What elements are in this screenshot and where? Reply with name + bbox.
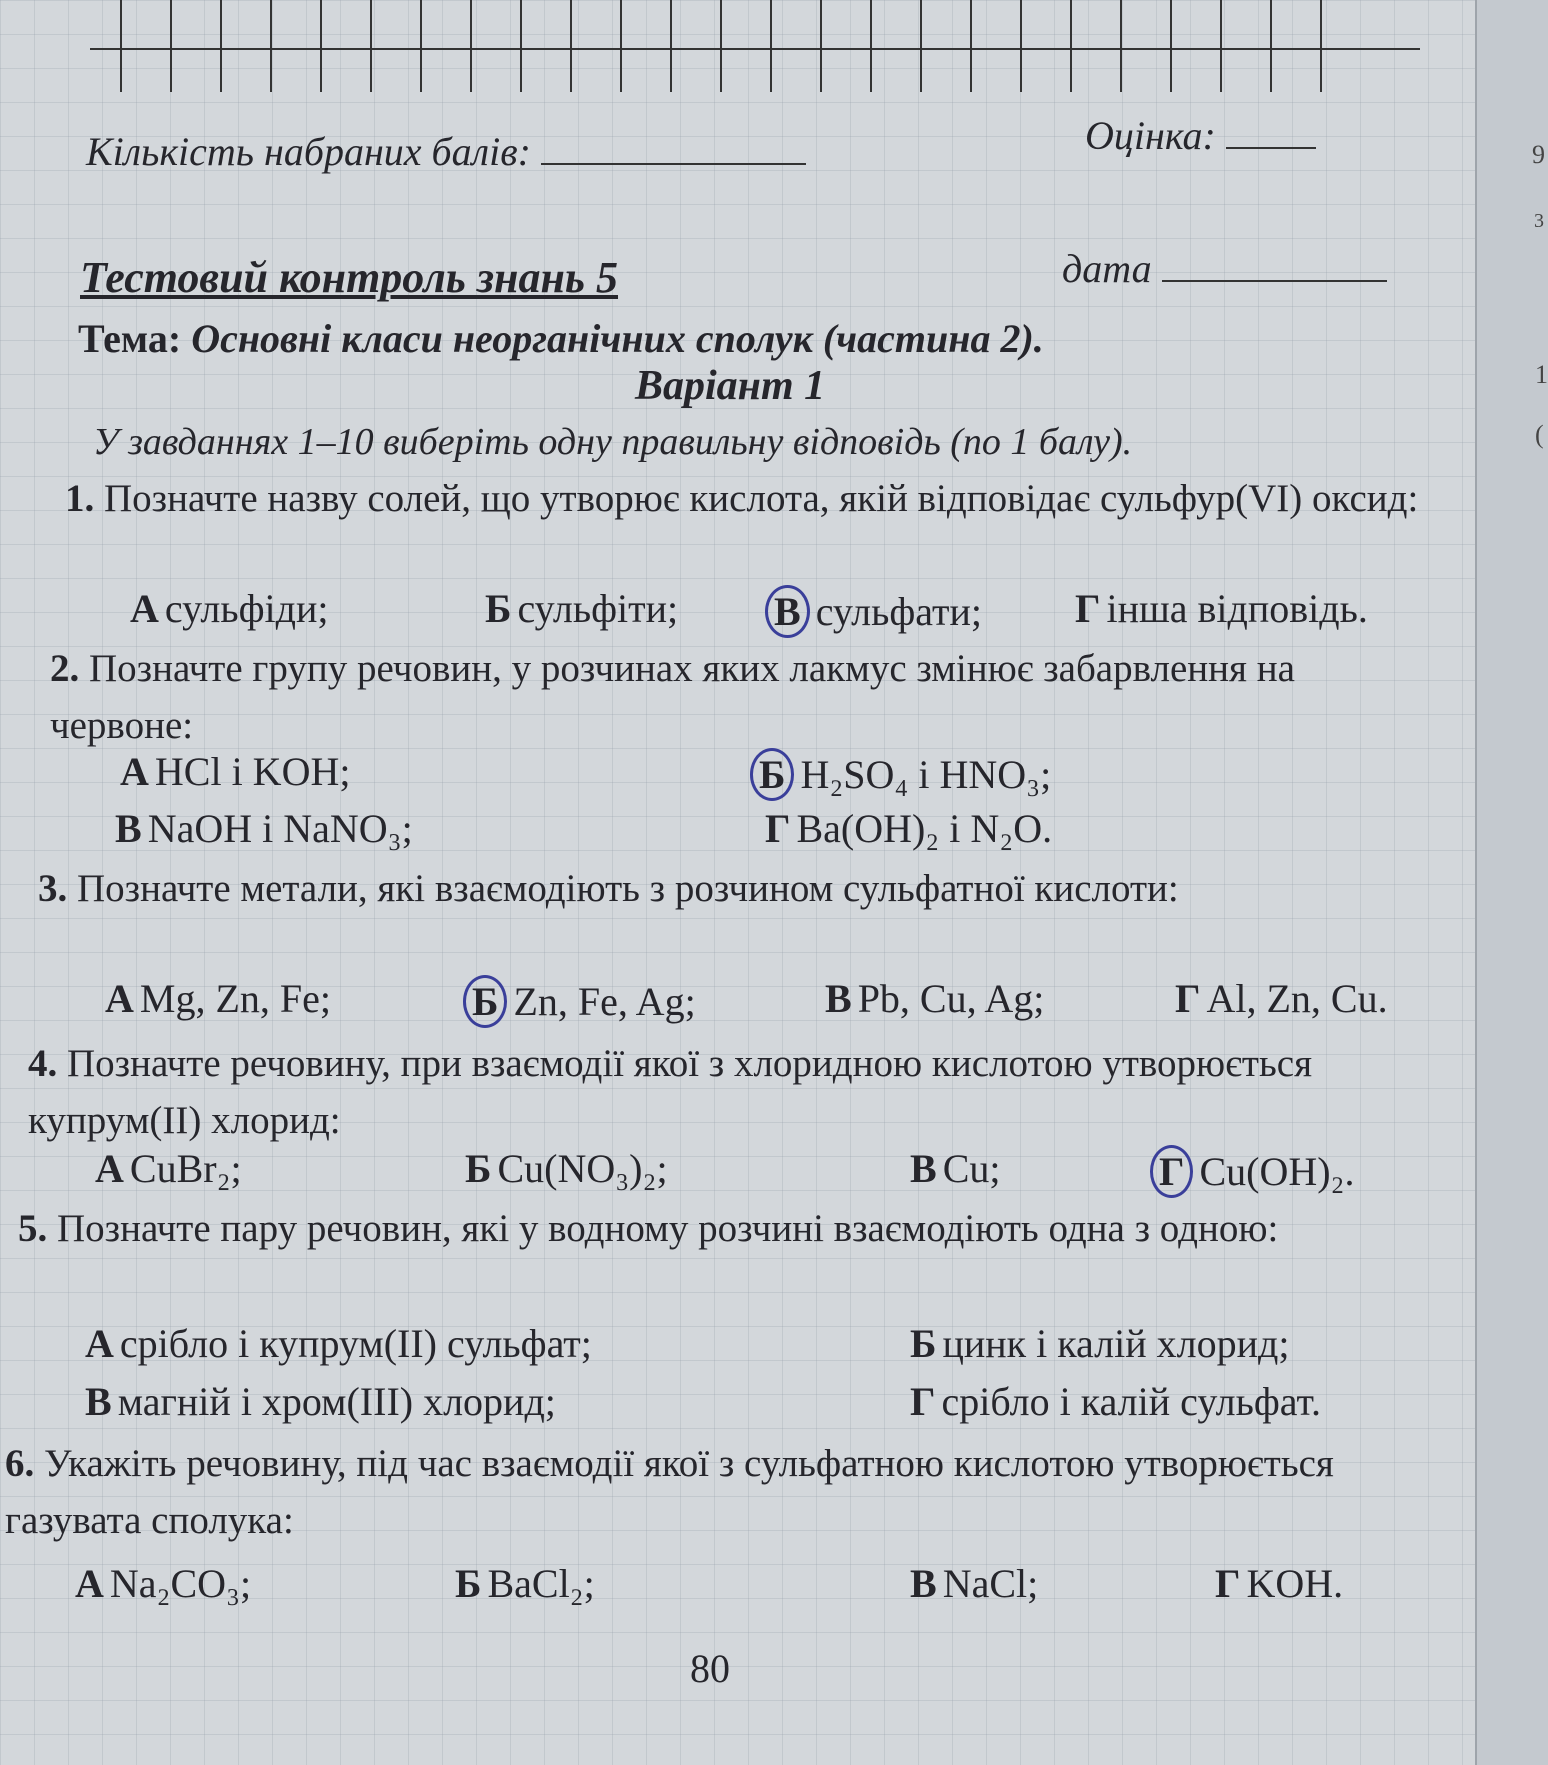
- selection-circle: Б: [463, 975, 507, 1028]
- edge-glyph: 1: [1535, 360, 1548, 389]
- option-text: срібло і купрум(II) сульфат;: [119, 1321, 592, 1366]
- grid-tick: [420, 0, 422, 92]
- option-letter: В: [825, 976, 852, 1021]
- option-text: H₂SO₄ і HNO₃;: [800, 752, 1052, 797]
- next-page-edge: [1475, 0, 1548, 1765]
- grid-tick: [970, 0, 972, 92]
- option-letter: В: [85, 1379, 112, 1424]
- page-number: 80: [690, 1646, 730, 1691]
- option-b[interactable]: [465, 1145, 668, 1192]
- option-c[interactable]: [910, 1145, 1000, 1192]
- option-letter: В: [910, 1146, 937, 1191]
- option-text: інша відповідь.: [1106, 586, 1368, 631]
- question-4: [28, 1035, 1428, 1149]
- option-d[interactable]: [1175, 975, 1388, 1022]
- option-b[interactable]: [455, 1560, 595, 1607]
- grid-tick: [170, 0, 172, 92]
- option-d-selected[interactable]: [1150, 1145, 1355, 1198]
- option-letter: В: [910, 1561, 937, 1606]
- option-b-selected[interactable]: [463, 975, 696, 1028]
- option-letter: А: [75, 1561, 104, 1606]
- option-text: BaCl₂;: [487, 1561, 595, 1606]
- option-b-selected[interactable]: [750, 748, 1051, 801]
- topic-prefix: Тема:: [78, 316, 182, 361]
- option-c[interactable]: [910, 1560, 1038, 1607]
- option-text: Cu;: [942, 1146, 1001, 1191]
- option-text: Zn, Fe, Ag;: [513, 979, 696, 1024]
- option-letter: Г: [1175, 976, 1201, 1021]
- question-text: Позначте пару речовин, які у водному розчині взаємодіють одна з одною:: [57, 1207, 1279, 1250]
- question-6: [5, 1435, 1430, 1549]
- option-b[interactable]: [485, 585, 678, 632]
- option-letter: В: [115, 806, 142, 851]
- option-letter: Г: [1075, 586, 1101, 631]
- points-field: [86, 128, 806, 175]
- option-letter: Б: [910, 1321, 937, 1366]
- grid-tick: [520, 0, 522, 92]
- grid-tick: [220, 0, 222, 92]
- grid-tick: [770, 0, 772, 92]
- option-text: Ba(OH)₂ і N₂O.: [796, 806, 1053, 851]
- option-a[interactable]: [95, 1145, 242, 1192]
- option-a[interactable]: [120, 748, 350, 795]
- option-text: Na₂CO₃;: [109, 1561, 252, 1606]
- option-text: сульфіти;: [517, 586, 679, 631]
- table-grid-fragment: [90, 0, 1420, 100]
- option-text: цинк і калій хлорид;: [942, 1321, 1290, 1366]
- option-c[interactable]: [825, 975, 1044, 1022]
- option-letter: Г: [765, 806, 791, 851]
- option-d[interactable]: [765, 805, 1052, 852]
- question-number: 2.: [50, 647, 80, 690]
- option-text: NaOH і NaNO₃;: [147, 806, 413, 851]
- grid-tick: [120, 0, 122, 92]
- grid-tick: [1170, 0, 1172, 92]
- grid-tick: [670, 0, 672, 92]
- grid-tick: [320, 0, 322, 92]
- option-text: KOH.: [1246, 1561, 1344, 1606]
- option-c-selected[interactable]: [765, 585, 982, 638]
- points-blank[interactable]: [541, 163, 806, 165]
- grade-label: Оцінка:: [1085, 113, 1216, 158]
- question-text: Позначте групу речовин, у розчинах яких лакмус змінює забарвлення на червоне:: [50, 647, 1295, 747]
- selection-circle: В: [765, 585, 810, 638]
- option-c[interactable]: [115, 805, 413, 852]
- selection-circle: Г: [1150, 1145, 1193, 1198]
- option-text: Al, Zn, Cu.: [1206, 976, 1388, 1021]
- date-field: [1062, 245, 1387, 292]
- option-b[interactable]: [910, 1320, 1289, 1367]
- question-number: 6.: [5, 1442, 35, 1485]
- option-letter: Г: [910, 1379, 936, 1424]
- edge-glyph: 3: [1534, 210, 1544, 232]
- grade-field: [1085, 112, 1316, 159]
- option-text: Cu(NO₃)₂;: [497, 1146, 668, 1191]
- option-a[interactable]: [75, 1560, 251, 1607]
- grid-tick: [570, 0, 572, 92]
- points-label: Кількість набраних балів:: [86, 129, 531, 174]
- grid-tick: [1020, 0, 1022, 92]
- option-letter: А: [105, 976, 134, 1021]
- edge-glyph: 9: [1532, 140, 1545, 169]
- grid-tick: [1270, 0, 1272, 92]
- selection-circle: Б: [750, 748, 794, 801]
- option-letter: Б: [485, 586, 512, 631]
- question-5: [18, 1200, 1428, 1257]
- option-a[interactable]: [130, 585, 328, 632]
- grid-tick: [270, 0, 272, 92]
- date-blank[interactable]: [1162, 280, 1387, 282]
- option-letter: А: [95, 1146, 124, 1191]
- question-number: 3.: [38, 867, 68, 910]
- grid-tick: [370, 0, 372, 92]
- option-d[interactable]: [910, 1378, 1321, 1425]
- question-text: Укажіть речовину, під час взаємодії якої з сульфатною кислотою утворюється газувата сполука:: [5, 1442, 1334, 1542]
- grid-tick: [620, 0, 622, 92]
- grid-tick: [470, 0, 472, 92]
- option-text: сульфати;: [815, 589, 982, 634]
- option-text: срібло і калій сульфат.: [941, 1379, 1321, 1424]
- option-text: магній і хром(III) хлорид;: [117, 1379, 556, 1424]
- option-c[interactable]: [85, 1378, 556, 1425]
- topic-text: Основні класи неорганічних сполук (частина 2).: [191, 316, 1044, 361]
- question-1: [65, 470, 1425, 527]
- variant-label: Варіант 1: [635, 363, 826, 409]
- edge-glyph: (: [1535, 420, 1544, 449]
- question-number: 4.: [28, 1042, 58, 1085]
- grid-tick: [920, 0, 922, 92]
- question-text: Позначте метали, які взаємодіють з розчином сульфатної кислоти:: [77, 867, 1179, 910]
- option-text: Mg, Zn, Fe;: [139, 976, 332, 1021]
- option-text: NaCl;: [942, 1561, 1039, 1606]
- question-number: 5.: [18, 1207, 48, 1250]
- option-text: HCl і KOH;: [154, 749, 351, 794]
- question-3: [38, 860, 1428, 917]
- instruction-text: У завданнях 1–10 виберіть одну правильну відповідь (по 1 балу).: [93, 421, 1133, 463]
- question-2: [50, 640, 1425, 754]
- date-label: дата: [1062, 246, 1152, 291]
- option-a[interactable]: [105, 975, 331, 1022]
- grid-tick: [1220, 0, 1222, 92]
- option-letter: А: [120, 749, 149, 794]
- option-letter: Г: [1215, 1561, 1241, 1606]
- question-text: Позначте назву солей, що утворює кислота, якій відповідає сульфур(VI) оксид:: [104, 477, 1419, 520]
- option-a[interactable]: [85, 1320, 592, 1367]
- option-letter: Б: [455, 1561, 482, 1606]
- question-number: 1.: [65, 477, 95, 520]
- question-text: Позначте речовину, при взаємодії якої з хлоридною кислотою утворюється купрум(II) хлорид:: [28, 1042, 1313, 1142]
- topic-line: [78, 315, 1044, 362]
- option-text: Pb, Cu, Ag;: [857, 976, 1045, 1021]
- option-letter: Б: [465, 1146, 492, 1191]
- option-text: сульфіди;: [164, 586, 329, 631]
- option-d[interactable]: [1215, 1560, 1343, 1607]
- option-text: Cu(OH)₂.: [1199, 1149, 1355, 1194]
- grid-tick: [820, 0, 822, 92]
- grid-tick: [1070, 0, 1072, 92]
- option-d[interactable]: [1075, 585, 1368, 632]
- option-letter: А: [85, 1321, 114, 1366]
- grid-tick: [720, 0, 722, 92]
- grid-tick: [1120, 0, 1122, 92]
- test-title: Тестовий контроль знань 5: [80, 253, 619, 302]
- grade-blank[interactable]: [1226, 147, 1316, 149]
- option-text: CuBr₂;: [129, 1146, 242, 1191]
- option-letter: А: [130, 586, 159, 631]
- grid-tick: [1320, 0, 1322, 92]
- grid-tick: [870, 0, 872, 92]
